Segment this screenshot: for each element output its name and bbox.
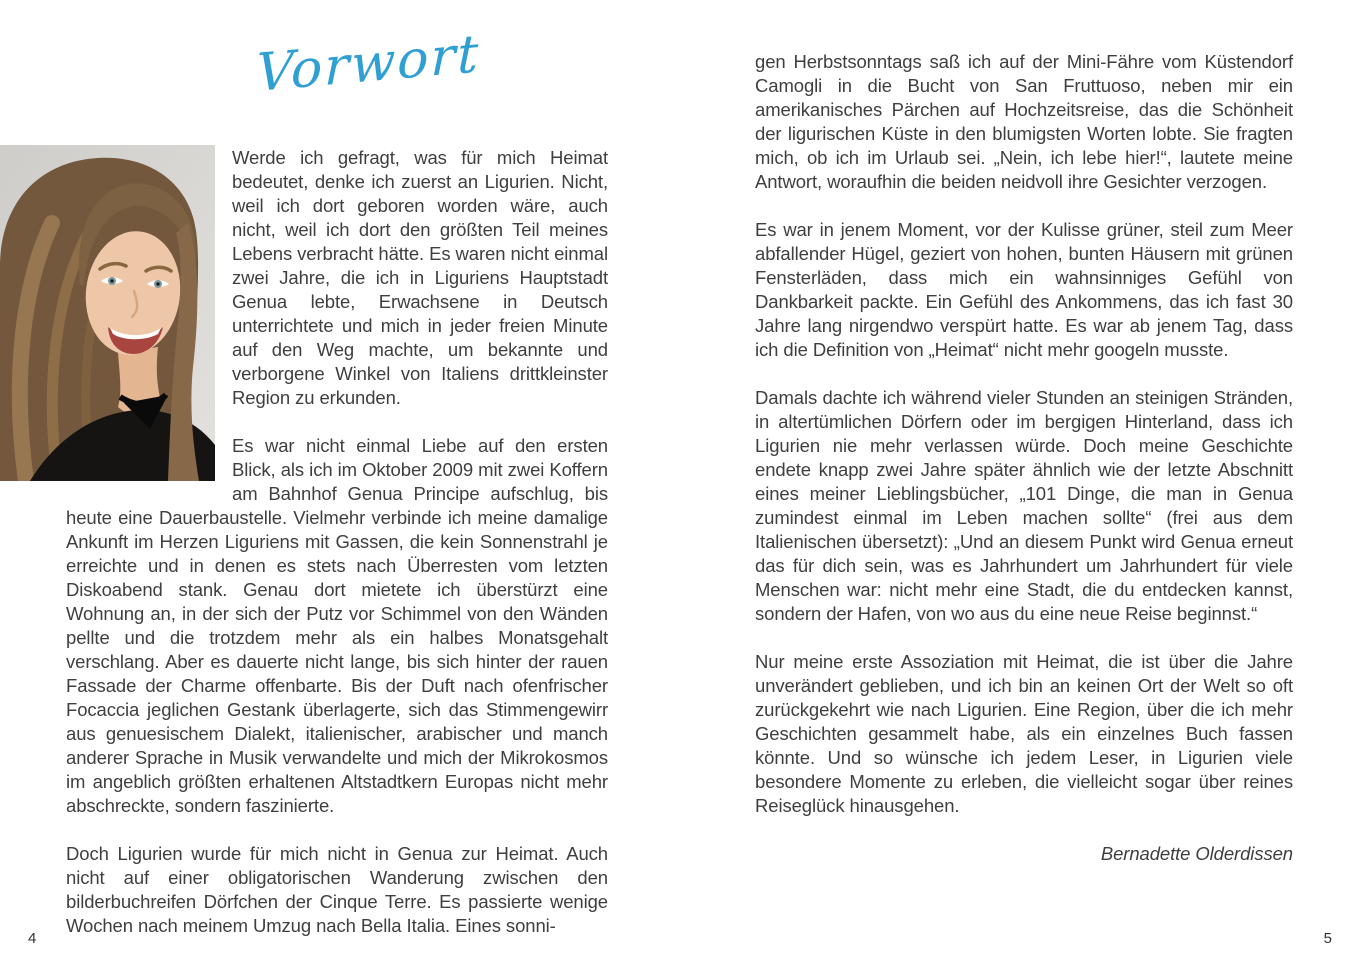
body-paragraph: Doch Ligurien wurde für mich nicht in Genua zur Heimat. Auch nicht auf einer obligatorischen Wanderung zwischen den bilderbuchreifen Dörfchen der Cinque Terre. Es passierte wenige Wochen nach meinem Umzug nach Bella Italia. Eines sonni- bbox=[66, 843, 608, 936]
page-number-left: 4 bbox=[28, 930, 37, 947]
chapter-title: Vorwort bbox=[255, 24, 481, 104]
body-paragraph: Werde ich gefragt, was für mich Heimat bedeutet, denke ich zuerst an Ligurien. Nicht, weil ich dort geboren worden wäre, auch nicht, weil ich dort den größten Teil meines Lebens verbracht hätte. Es waren nicht einmal zwei Jahre, die ich in Liguriens Hauptstadt Genua lebte, Erwachsene in Deutsch unterrichtete und mich in jeder freien Minute auf den Weg machte, um bekannte und verborgene Winkel von Italiens drittkleinster Region zu erkunden. bbox=[232, 147, 608, 408]
body-paragraph: Damals dachte ich während vieler Stunden an steinigen Stränden, in altertümlichen Dörfern oder im bergigen Hinterland, dass ich Ligurien nie mehr verlassen würde. Doch meine Geschichte endete knapp zwei Jahre später ähnlich wie der letzte Abschnitt eines meiner Lieblingsbücher, „101 Dinge, die man in Genua zumindest einmal im Leben machen sollte“ (frei aus dem Italienischen übersetzt): „Und an diesem Punkt wird Genua erneut das für dich sein, was es Jahrhundert um Jahrhundert für viele Menschen war: nicht mehr eine Stadt, die du entdecken kannst, sondern der Hafen, von wo aus du eine neue Reise beginnst.“ bbox=[755, 387, 1293, 624]
body-paragraph: Nur meine erste Assoziation mit Heimat, die ist über die Jahre unverändert geblieben, und ich bin an keinen Ort der Welt so oft zurückgekehrt wie nach Ligurien. Eine Region, über die ich mehr Geschichten gesammelt habe, als ein einzelnes Buch fassen könnte. Und so wünsche ich jedem Leser, in Ligurien viele besondere Momente zu erleben, die vielleicht sogar über reines Reiseglück hinausgehen. bbox=[755, 651, 1293, 816]
body-paragraph: Es war nicht einmal Liebe auf den ersten Blick, als ich im Oktober 2009 mit zwei Koffern am Bahnhof Genua Principe aufschlug, bis heute eine Dauerbaustelle. Vielmehr verbinde ich meine damalige Ankunft im Herzen Liguriens mit Gassen, die kein Sonnenstrahl je erreichte und in denen es stets nach Überresten vom letzten Diskoabend stank. Genau dort mietete ich überstürzt eine Wohnung an, in der sich der Putz vor Schimmel von den Wänden pellte und die trotzdem mehr als ein halbes Monatsgehalt verschlang. Aber es dauerte nicht lange, bis sich hinter der rauen Fassade der Charme offenbarte. Bis der Duft nach ofenfrischer Focaccia jeglichen Gestank überlagerte, sich das Stimmengewirr aus genuesischem Dialekt, italienischer, arabischer und manch anderer Sprache in Musik verwandelte und mich der Mikrokosmos im angeblich größten erhaltenen Altstadtkern Europas nicht mehr abschreckte, sondern faszinierte. bbox=[66, 435, 608, 816]
author-portrait-photo bbox=[0, 145, 215, 481]
author-signature: Bernadette Olderdissen bbox=[1100, 843, 1293, 864]
page-left-text-block bbox=[66, 146, 608, 938]
body-paragraph: gen Herbstsonntags saß ich auf der Mini-Fähre vom Küstendorf Camogli in die Bucht von San Fruttuoso, neben mir ein amerikanisches Pärchen auf Hochzeitsreise, das die Schönheit der ligurischen Küste in den blumigsten Worten lobte. Sie fragten mich, ob ich im Urlaub sei. „Nein, ich lebe hier!“, lautete meine Antwort, woraufhin die beiden neidvoll ihre Gesichter verzogen. bbox=[755, 51, 1293, 192]
portrait-illustration bbox=[0, 145, 215, 481]
page-right-text-block bbox=[755, 50, 1293, 866]
page-number-right: 5 bbox=[1323, 930, 1332, 947]
body-paragraph: Es war in jenem Moment, vor der Kulisse grüner, steil zum Meer abfallender Hügel, geziert von hohen, bunten Häusern mit grünen Fensterläden, dass mich ein wahnsinniges Gefühl von Dankbarkeit packte. Ein Gefühl des Ankommens, das ich fast 30 Jahre lang nirgendwo verspürt hatte. Es war ab jenem Tag, dass ich die Definition von „Heimat“ nicht mehr googeln musste. bbox=[755, 219, 1293, 360]
